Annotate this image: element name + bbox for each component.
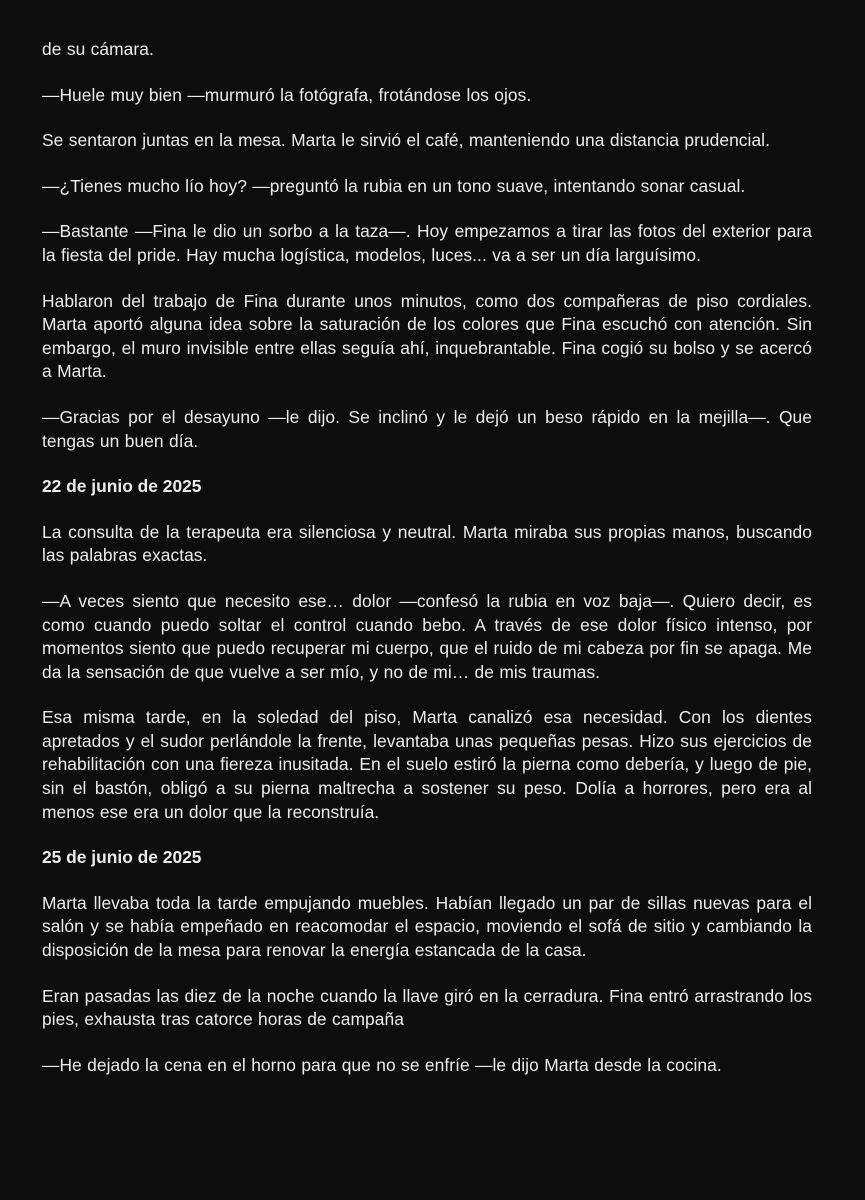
paragraph: —Bastante —Fina le dio un sorbo a la taza—. Hoy empezamos a tirar las fotos del exterior para la fiesta del pride. Hay mucha logística, modelos, luces... va a ser un día larguísimo. [42,221,812,265]
paragraph: de su cámara. [42,39,154,59]
paragraph: —A veces siento que necesito ese… dolor —confesó la rubia en voz baja—. Quiero decir, es como cuando puedo soltar el control cuando bebo. A través de ese dolor físico intenso, por momentos siento que puedo recuperar mi cuerpo, que el ruido de mi cabeza por fin se apaga. Me da la sensación de que vuelve a ser mío, y no de mi… de mis traumas. [42,590,812,682]
paragraph: Eran pasadas las diez de la noche cuando la llave giró en la cerradura. Fina entró arrastrando los pies, exhausta tras catorce horas de campaña [42,985,812,1030]
paragraph: Esa misma tarde, en la soledad del piso, Marta canalizó esa necesidad. Con los dientes apretados y el sudor perlándole la frente, levantaba unas pequeñas pesas. Hizo sus ejercicios de rehabilitación con una fiereza inusitada. En el suelo estiró la pierna como debería, y luego de pie, sin el bastón, obligó a su pierna maltrecha a sostener su peso. Dolía a horrores, pero era al menos ese era un dolor que la reconstruía. [42,707,812,822]
paragraph: Marta llevaba toda la tarde empujando muebles. Habían llegado un par de sillas nuevas para el salón y se había empeñado en reacomodar el espacio, moviendo el sofá de sitio y cambiando la disposición de la mesa para renovar la energía estancada de la casa. [42,892,812,961]
date-heading: 22 de junio de 2025 [42,476,202,497]
paragraph: —Gracias por el desayuno —le dijo. Se inclinó y le dejó un beso rápido en la mejilla—. Que tengas un buen día. [42,406,812,451]
paragraph: Hablaron del trabajo de Fina durante unos minutos, como dos compañeras de piso cordiales. Marta aportó alguna idea sobre la saturación de los colores que Fina escuchó con atención. Sin embargo, el muro invisible entre ellas seguía ahí, inquebrantable. Fina cogió su bolso y se acercó a Marta. [42,290,812,382]
paragraph: La consulta de la terapeuta era silenciosa y neutral. Marta miraba sus propias manos, buscando las palabras exactas. [42,521,812,566]
date-heading: 25 de junio de 2025 [42,847,202,868]
paragraph: Se sentaron juntas en la mesa. Marta le sirvió el café, manteniendo una distancia prudencial. [42,130,770,151]
paragraph: —Huele muy bien —murmuró la fotógrafa, frotándose los ojos. [42,84,532,105]
paragraph: —He dejado la cena en el horno para que no se enfríe —le dijo Marta desde la cocina. [42,1054,722,1075]
paragraph: —¿Tienes mucho lío hoy? —preguntó la rubia en un tono suave, intentando sonar casual. [42,175,746,196]
